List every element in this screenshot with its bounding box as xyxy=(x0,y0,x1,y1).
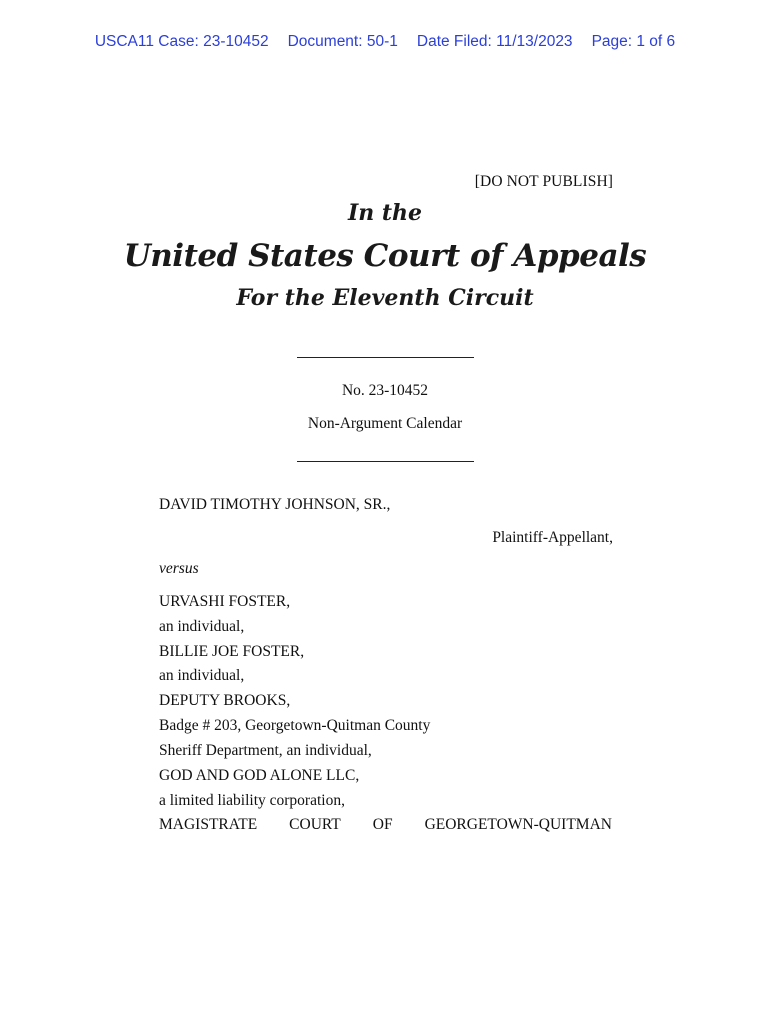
stamp-case-number: USCA11 Case: 23-10452 xyxy=(94,33,269,50)
court-name-title: United States Court of Appeals xyxy=(123,238,647,274)
calendar-type: Non-Argument Calendar xyxy=(307,415,463,432)
defendant-line: an individual, xyxy=(159,667,245,684)
stamp-document-number: Document: 50-1 xyxy=(287,33,398,50)
separator-rule-bottom xyxy=(297,461,474,462)
plaintiff-name: DAVID TIMOTHY JOHNSON, SR., xyxy=(159,496,391,513)
defendant-line-justified xyxy=(159,816,612,834)
caption-in-the: In the xyxy=(347,200,423,226)
circuit-name: For the Eleventh Circuit xyxy=(236,285,534,311)
versus-label: versus xyxy=(159,560,199,577)
docket-number: No. 23-10452 xyxy=(341,382,429,399)
justified-word: GEORGETOWN-QUITMAN xyxy=(424,816,612,833)
justified-word: OF xyxy=(372,816,393,833)
stamp-page-number: Page: 1 of 6 xyxy=(591,33,676,50)
defendant-line: Badge # 203, Georgetown-Quitman County xyxy=(159,717,431,734)
justified-word: MAGISTRATE xyxy=(159,816,258,833)
defendant-line: DEPUTY BROOKS, xyxy=(159,692,291,709)
defendant-line: URVASHI FOSTER, xyxy=(159,593,291,610)
defendant-line: Sheriff Department, an individual, xyxy=(159,742,372,759)
justified-word: COURT xyxy=(289,816,341,833)
defendant-line: a limited liability corporation, xyxy=(159,792,345,809)
stamp-date-filed: Date Filed: 11/13/2023 xyxy=(416,33,573,50)
defendant-line: an individual, xyxy=(159,618,245,635)
separator-rule-top xyxy=(297,357,474,358)
filing-stamp-header xyxy=(0,33,770,51)
defendant-line: GOD AND GOD ALONE LLC, xyxy=(159,767,360,784)
defendant-line: BILLIE JOE FOSTER, xyxy=(159,643,305,660)
publish-notice: [DO NOT PUBLISH] xyxy=(474,173,613,190)
plaintiff-role: Plaintiff-Appellant, xyxy=(492,529,613,546)
